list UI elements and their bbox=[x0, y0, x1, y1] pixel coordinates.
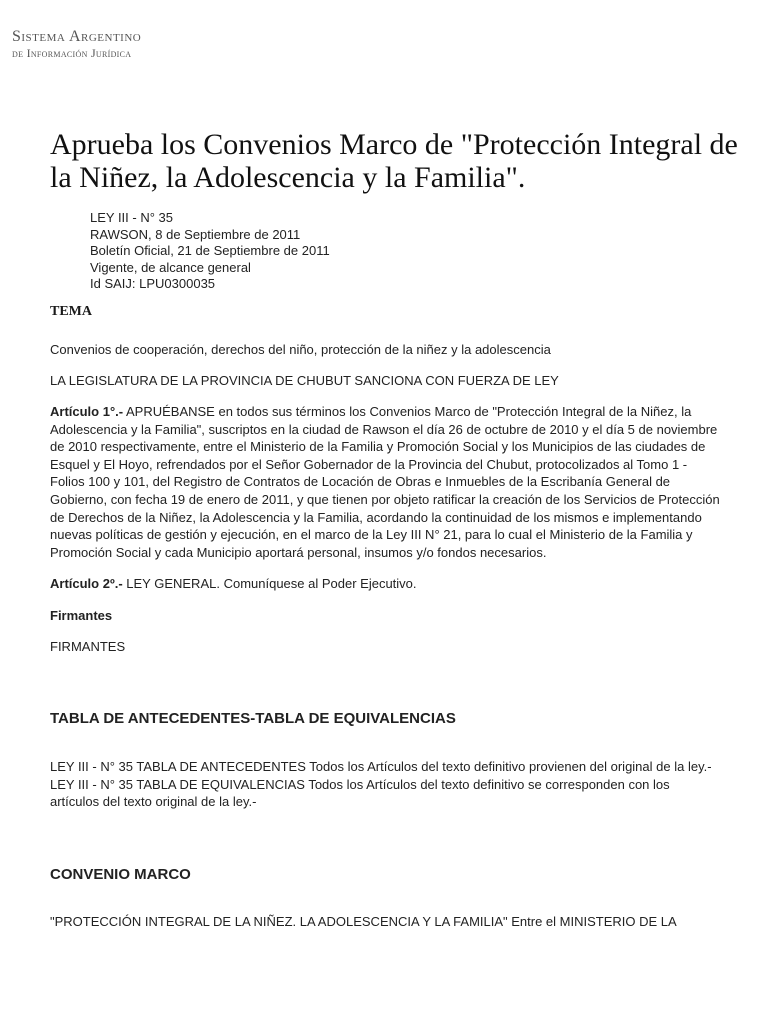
article-1 bbox=[50, 403, 722, 561]
law-number: LEY III - N° 35 bbox=[90, 210, 173, 225]
saij-id: Id SAIJ: LPU0300035 bbox=[90, 276, 216, 291]
convenio-text: "PROTECCIÓN INTEGRAL DE LA NIÑEZ. LA ADOLESCENCIA Y LA FAMILIA" Entre el MINISTERIO DE LA bbox=[50, 914, 677, 929]
law-metadata bbox=[90, 210, 330, 293]
tema-heading: TEMA bbox=[50, 304, 92, 319]
tema-text: Convenios de cooperación, derechos del niño, protección de la niñez y la adolescencia bbox=[50, 342, 551, 357]
article-1-label: Artículo 1°.- bbox=[50, 404, 124, 419]
article-2-text: LEY GENERAL. Comuníquese al Poder Ejecutivo. bbox=[122, 576, 417, 591]
firmantes-text: FIRMANTES bbox=[50, 639, 126, 654]
article-1-text: APRUÉBANSE en todos sus términos los Convenios Marco de "Protección Integral de la Niñez, la Adolescencia y la Familia", suscriptos en la ciudad de Rawson el día 26 de octubre de 2010 y el día 5 de noviembre de 2010 respectivamente, entre el Ministerio de la Familia y Promoción Social y los Municipios de las ciudades de Esquel y El Hoyo, refrendados por el Señor Gobernador de la Provincia del Chubut, protocolizados al Tomo 1 - Folios 100 y 101, del Registro de Contratos de Locación de Obras e Inmuebles de la Escribanía General de Gobierno, con fecha 19 de enero de 2011, y que tienen por objeto ratificar la creación de los Servicios de Protección de Derechos de la Niñez, la Adolescencia y la Familia, acordando la continuidad de los mismos e implementando nuevas políticas de gestión y ejecución, en el marco de la Ley III N° 21, para lo cual el Ministerio de la Familia y Promoción Social y cada Municipio aportará personal, insumos y/o fondos necesarios. bbox=[50, 404, 720, 560]
tabla-heading: TABLA DE ANTECEDENTES-TABLA DE EQUIVALENCIAS bbox=[50, 710, 456, 727]
convenio-heading: CONVENIO MARCO bbox=[50, 866, 191, 883]
article-2 bbox=[50, 575, 722, 593]
document-title: Aprueba los Convenios Marco de "Protección Integral de la Niñez, la Adolescencia y la Familia". bbox=[50, 128, 738, 194]
article-2-label: Artículo 2º.- bbox=[50, 576, 123, 591]
firmantes-heading: Firmantes bbox=[50, 608, 113, 623]
saij-logo bbox=[12, 28, 141, 60]
tabla-text: LEY III - N° 35 TABLA DE ANTECEDENTES Todos los Artículos del texto definitivo provienen del original de la ley.- LEY III - N° 35 TABLA DE EQUIVALENCIAS Todos los Artículos del texto definitivo se corresponden con los artículos del texto original de la ley.- bbox=[50, 759, 712, 810]
law-place-date: RAWSON, 8 de Septiembre de 2011 bbox=[90, 226, 301, 242]
sanciona-text: LA LEGISLATURA DE LA PROVINCIA DE CHUBUT SANCIONA CON FUERZA DE LEY bbox=[50, 373, 559, 388]
boletin-oficial: Boletín Oficial, 21 de Septiembre de 2011 bbox=[90, 243, 330, 258]
logo-line-2: de Información Jurídica bbox=[12, 46, 132, 60]
vigencia: Vigente, de alcance general bbox=[90, 259, 251, 275]
logo-line-1: Sistema Argentino bbox=[12, 28, 142, 45]
